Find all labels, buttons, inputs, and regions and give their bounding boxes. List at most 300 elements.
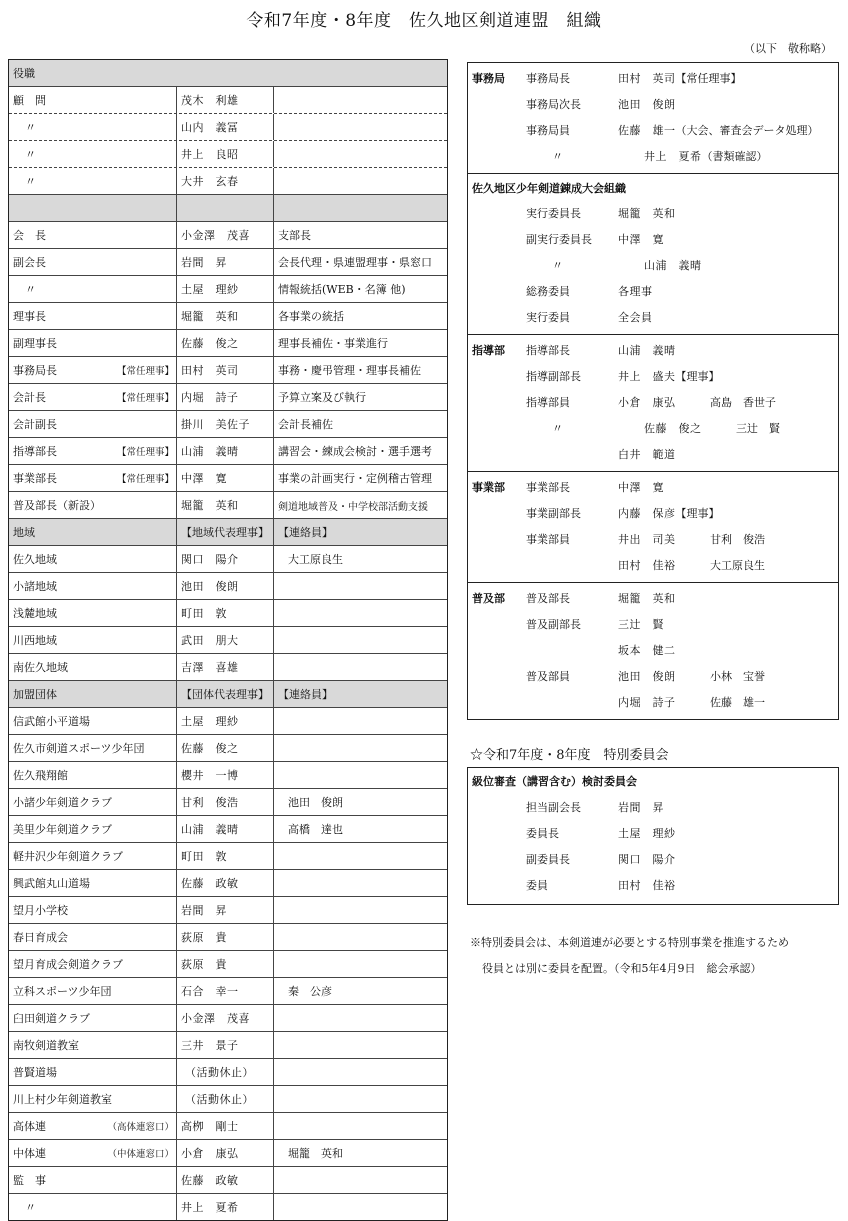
- role-label: 佐久市剣道スポーツ少年団: [13, 742, 145, 755]
- note-cell: 秦 公彦: [288, 985, 332, 998]
- dept-extra: 高島 香世子: [710, 396, 776, 409]
- name-cell: 山浦 義晴: [177, 438, 274, 464]
- name-cell: 田村 英司: [177, 357, 274, 383]
- note-cell: 事務・慶弔管理・理事長補佐: [278, 364, 421, 377]
- name-cell: （活動休止）: [177, 1086, 274, 1112]
- name-cell: 町田 敦: [177, 600, 274, 626]
- note-cell: [274, 141, 447, 167]
- note-cell: [274, 168, 447, 194]
- role-cell: [9, 141, 177, 167]
- dept-name: 田村 佳裕: [618, 559, 676, 572]
- role-cell: [9, 222, 177, 248]
- table-row: [9, 627, 447, 654]
- role-label: 理事長: [13, 310, 46, 323]
- name-cell: 櫻井 一博: [177, 762, 274, 788]
- note-cell: [274, 1086, 447, 1112]
- note-cell: 各事業の統括: [278, 310, 344, 323]
- note-cell: 情報統括(WEB・名簿 他): [278, 283, 406, 296]
- dept-row: [468, 337, 838, 363]
- role-cell: [9, 411, 177, 437]
- section-title: 佐久地区少年剣道錬成大会組織: [472, 182, 626, 195]
- dept-name: 堀籠 英和: [618, 207, 676, 220]
- header-col-2: 【団体代表理事】: [177, 681, 274, 707]
- role-cell: [9, 573, 177, 599]
- role-cell: [9, 357, 177, 383]
- role-cell: [9, 897, 177, 923]
- table-row: [9, 1086, 447, 1113]
- dept-extra: 甘利 俊浩: [710, 533, 765, 546]
- dept-extra: 【常任理事】: [675, 72, 742, 85]
- role-cell: [9, 924, 177, 950]
- header-col-3: 【連絡員】: [278, 688, 333, 701]
- table-row: [9, 303, 447, 330]
- committee-role: 担当副会長: [526, 801, 581, 814]
- note-cell: [274, 924, 447, 950]
- role-label: 中体連: [13, 1147, 46, 1160]
- note-cell: [274, 573, 447, 599]
- dept-role: 実行委員: [526, 311, 570, 324]
- table-row: [9, 438, 447, 465]
- dept-name: 内堀 詩子: [618, 696, 676, 709]
- note-cell: [274, 114, 447, 140]
- committee-name: 田村 佳裕: [618, 879, 676, 892]
- role-tag: （高体連窓口）: [107, 1122, 174, 1133]
- dept-role: 事務局員: [526, 124, 570, 137]
- table-row: [9, 87, 447, 114]
- special-committee-heading: ☆令和7年度・8年度 特別委員会: [470, 748, 669, 763]
- committee-name: 関口 陽介: [618, 853, 676, 866]
- dept-label: 指導部: [472, 344, 505, 357]
- table-row: [9, 870, 447, 897]
- page-title: 令和7年度・8年度 佐久地区剣道連盟 組織: [246, 11, 602, 31]
- dept-row: [468, 200, 838, 226]
- name-cell: 井上 良昭: [177, 141, 274, 167]
- dept-row: [468, 91, 838, 117]
- dept-extra: 【理事】: [675, 370, 720, 383]
- dept-role: 〃: [552, 422, 563, 435]
- name-cell: 甘利 俊浩: [177, 789, 274, 815]
- name-cell: 大井 玄春: [177, 168, 274, 194]
- note-cell: [274, 654, 447, 680]
- committee-name: 岩間 昇: [618, 801, 664, 814]
- role-label: 〃: [25, 283, 36, 296]
- name-cell: 堀籠 英和: [177, 492, 274, 518]
- role-cell: [9, 1059, 177, 1085]
- name-cell: 中澤 寛: [177, 465, 274, 491]
- role-cell: [9, 276, 177, 302]
- table-row: [9, 897, 447, 924]
- name-cell: 茂木 利雄: [177, 87, 274, 113]
- role-cell: [9, 249, 177, 275]
- role-label: 春日育成会: [13, 931, 68, 944]
- table-row: [9, 384, 447, 411]
- header-col-2: 【地域代表理事】: [177, 519, 274, 545]
- table-row: [9, 141, 447, 168]
- dept-role: 指導部長: [526, 344, 570, 357]
- dept-name: 堀籠 英和: [618, 592, 676, 605]
- dept-role: 普及副部長: [526, 618, 581, 631]
- committee-name: 土屋 理紗: [618, 827, 676, 840]
- dept-role: 事業部長: [526, 481, 570, 494]
- role-label: 指導部長: [13, 445, 57, 458]
- dept-row: [468, 526, 838, 552]
- dept-row: [468, 585, 838, 611]
- committee-row: [468, 846, 838, 872]
- footnote-line-1: ※特別委員会は、本剣道連が必要とする特別事業を推進するため: [470, 936, 789, 949]
- role-cell: [9, 600, 177, 626]
- note-cell: [274, 87, 447, 113]
- role-cell: [9, 1005, 177, 1031]
- dept-role: 指導副部長: [526, 370, 581, 383]
- name-cell: 井上 夏希: [177, 1194, 274, 1220]
- role-cell: [9, 951, 177, 977]
- dept-name: 井上 盛夫: [618, 370, 676, 383]
- header-col-3: [274, 195, 447, 221]
- dept-extra: 【理事】: [675, 507, 720, 520]
- header-col-3: [274, 60, 447, 86]
- footnote-line-2: 役員とは別に委員を配置。（令和5年4月9日 総会承認）: [482, 962, 762, 975]
- name-cell: 荻原 貴: [177, 951, 274, 977]
- dept-extra: 三辻 賢: [736, 422, 780, 435]
- dept-row: [468, 637, 838, 663]
- officers-table: [8, 59, 448, 1221]
- dept-row: [468, 500, 838, 526]
- role-cell: [9, 978, 177, 1004]
- role-cell: [9, 384, 177, 410]
- role-cell: [9, 438, 177, 464]
- dept-role: 総務委員: [526, 285, 570, 298]
- role-cell: [9, 816, 177, 842]
- dept-row: [468, 441, 838, 467]
- role-cell: [9, 492, 177, 518]
- committee-row: [468, 794, 838, 820]
- special-committee-title: 級位審査（講習含む）検討委員会: [472, 775, 637, 788]
- dept-name: 池田 俊朗: [618, 670, 676, 683]
- name-cell: 三井 景子: [177, 1032, 274, 1058]
- table-row: [9, 114, 447, 141]
- honorific-note: （以下 敬称略）: [744, 42, 832, 55]
- table-row: [9, 1005, 447, 1032]
- dept-name: 山浦 義晴: [644, 259, 702, 272]
- note-cell: [274, 897, 447, 923]
- name-cell: 山浦 義晴: [177, 816, 274, 842]
- role-cell: [9, 708, 177, 734]
- dept-role: 事務局長: [526, 72, 570, 85]
- role-label: 佐久飛翔館: [13, 769, 68, 782]
- dept-row: [468, 143, 838, 169]
- role-label: 〃: [25, 175, 36, 188]
- name-cell: （活動休止）: [177, 1059, 274, 1085]
- table-row: [9, 249, 447, 276]
- dept-name: 小倉 康弘: [618, 396, 676, 409]
- role-cell: [9, 762, 177, 788]
- role-tag: 【常任理事】: [116, 447, 174, 458]
- dept-role: 事務局次長: [526, 98, 581, 111]
- committee-role: 委員長: [526, 827, 559, 840]
- dept-extra: （書類確認）: [701, 150, 768, 163]
- header-col-1: 役職: [13, 67, 35, 80]
- role-cell: [9, 168, 177, 194]
- dept-role: 事業副部長: [526, 507, 581, 520]
- role-label: 南牧剣道教室: [13, 1039, 79, 1052]
- dept-extra: （大会、審査会データ処理）: [675, 124, 819, 137]
- dept-name: 山浦 義晴: [618, 344, 676, 357]
- name-cell: 荻原 貴: [177, 924, 274, 950]
- role-cell: [9, 465, 177, 491]
- note-cell: 池田 俊朗: [288, 796, 343, 809]
- table-row: [9, 411, 447, 438]
- role-tag: （中体連窓口）: [107, 1149, 174, 1160]
- name-cell: 武田 朋大: [177, 627, 274, 653]
- note-cell: [274, 870, 447, 896]
- role-label: 監 事: [13, 1174, 46, 1187]
- note-cell: [274, 1059, 447, 1085]
- role-label: 臼田剣道クラブ: [13, 1012, 90, 1025]
- dept-row: [468, 663, 838, 689]
- role-label: 事業部長: [13, 472, 57, 485]
- role-label: 〃: [25, 1201, 36, 1214]
- dept-name: 佐藤 雄一: [618, 124, 676, 137]
- note-cell: 剣道地域普及・中学校部活動支援: [278, 501, 428, 513]
- table-row: [9, 789, 447, 816]
- name-cell: 佐藤 政敏: [177, 870, 274, 896]
- dept-row: [468, 552, 838, 578]
- note-cell: [274, 1005, 447, 1031]
- role-label: 会計副長: [13, 418, 57, 431]
- dept-row: [468, 252, 838, 278]
- name-cell: 佐藤 俊之: [177, 735, 274, 761]
- note-cell: 堀籠 英和: [288, 1147, 343, 1160]
- role-tag: 【常任理事】: [116, 393, 174, 404]
- name-cell: 佐藤 政敏: [177, 1167, 274, 1193]
- role-label: 信武館小平道場: [13, 715, 90, 728]
- dept-name: 白井 範道: [618, 448, 676, 461]
- name-cell: 掛川 美佐子: [177, 411, 274, 437]
- role-cell: [9, 654, 177, 680]
- table-row: [9, 492, 447, 519]
- role-tag: 【常任理事】: [116, 474, 174, 485]
- dept-name: 坂本 健二: [618, 644, 676, 657]
- role-label: 会計長: [13, 391, 46, 404]
- dept-extra: 佐藤 雄一: [710, 696, 765, 709]
- role-label: 副理事長: [13, 337, 57, 350]
- header-col-2: [177, 195, 274, 221]
- role-label: 軽井沢少年剣道クラブ: [13, 850, 123, 863]
- dept-section: [468, 583, 838, 719]
- committee-role: 副委員長: [526, 853, 570, 866]
- note-cell: [274, 735, 447, 761]
- role-label: 浅麓地域: [13, 607, 57, 620]
- role-cell: [9, 1086, 177, 1112]
- table-row: [9, 222, 447, 249]
- table-section-header: [9, 195, 447, 222]
- dept-extra: 小林 宝誉: [710, 670, 765, 683]
- committee-row: [468, 872, 838, 898]
- dept-role: 〃: [552, 150, 563, 163]
- dept-section: [468, 63, 838, 174]
- role-label: 〃: [25, 121, 36, 134]
- role-cell: [9, 546, 177, 572]
- table-row: [9, 735, 447, 762]
- note-cell: 予算立案及び執行: [278, 391, 366, 404]
- dept-row: [468, 65, 838, 91]
- dept-role: 副実行委員長: [526, 233, 592, 246]
- dept-label: 事務局: [472, 72, 505, 85]
- role-label: 高体連: [13, 1120, 46, 1133]
- role-cell: [9, 1140, 177, 1166]
- role-label: 立科スポーツ少年団: [13, 985, 112, 998]
- dept-row: [468, 117, 838, 143]
- note-cell: [274, 951, 447, 977]
- header-col-3: 【連絡員】: [278, 526, 333, 539]
- role-label: 川上村少年剣道教室: [13, 1093, 112, 1106]
- table-row: [9, 1194, 447, 1220]
- role-label: 普及部長（新設）: [13, 499, 101, 512]
- name-cell: 岩間 昇: [177, 897, 274, 923]
- table-row: [9, 573, 447, 600]
- header-col-1: 加盟団体: [9, 681, 177, 707]
- table-section-header: [9, 60, 447, 87]
- note-cell: 支部長: [278, 229, 311, 242]
- dept-row: [468, 363, 838, 389]
- dept-name: 三辻 賢: [618, 618, 664, 631]
- role-label: 川西地域: [13, 634, 57, 647]
- table-row: [9, 1167, 447, 1194]
- table-row: [9, 654, 447, 681]
- name-cell: 池田 俊朗: [177, 573, 274, 599]
- dept-role: 事業部員: [526, 533, 570, 546]
- dept-name: 各理事: [618, 285, 653, 298]
- dept-name: 佐藤 俊之: [644, 422, 702, 435]
- table-row: [9, 708, 447, 735]
- role-label: 〃: [25, 148, 36, 161]
- table-row: [9, 762, 447, 789]
- dept-name: 田村 英司: [618, 72, 676, 85]
- note-cell: 事業の計画実行・定例稽古管理: [278, 472, 432, 485]
- dept-name: 中澤 寛: [618, 481, 664, 494]
- note-cell: [274, 600, 447, 626]
- note-cell: 会計長補佐: [278, 418, 333, 431]
- role-label: 望月育成会剣道クラブ: [13, 958, 123, 971]
- role-cell: [9, 330, 177, 356]
- table-row: [9, 1113, 447, 1140]
- dept-role: 実行委員長: [526, 207, 581, 220]
- table-row: [9, 465, 447, 492]
- table-row: [9, 600, 447, 627]
- role-label: 望月小学校: [13, 904, 68, 917]
- role-label: 事務局長: [13, 364, 57, 377]
- name-cell: 堀籠 英和: [177, 303, 274, 329]
- role-cell: [9, 1032, 177, 1058]
- table-row: [9, 1032, 447, 1059]
- dept-row: [468, 278, 838, 304]
- dept-name: 中澤 寛: [618, 233, 664, 246]
- dept-row: [468, 415, 838, 441]
- name-cell: 土屋 理紗: [177, 708, 274, 734]
- table-row: [9, 1059, 447, 1086]
- role-cell: [9, 1194, 177, 1220]
- role-cell: [9, 627, 177, 653]
- dept-label: 事業部: [472, 481, 505, 494]
- name-cell: 佐藤 俊之: [177, 330, 274, 356]
- dept-label: 普及部: [472, 592, 505, 605]
- table-row: [9, 978, 447, 1005]
- committee-row: [468, 820, 838, 846]
- departments-panel: [467, 62, 839, 720]
- role-label: 会 長: [13, 229, 46, 242]
- dept-section: [468, 472, 838, 583]
- role-label: 副会長: [13, 256, 46, 269]
- special-committee-box: [467, 767, 839, 905]
- name-cell: 町田 敦: [177, 843, 274, 869]
- table-row: [9, 357, 447, 384]
- dept-row: [468, 474, 838, 500]
- dept-row: [468, 304, 838, 330]
- role-label: 顧 問: [13, 94, 46, 107]
- role-tag: 【常任理事】: [116, 366, 174, 377]
- role-cell: [9, 114, 177, 140]
- dept-section: [468, 335, 838, 472]
- table-section-header: [9, 519, 447, 546]
- name-cell: 山内 義冨: [177, 114, 274, 140]
- name-cell: 吉澤 喜雄: [177, 654, 274, 680]
- note-cell: 大工原良生: [288, 553, 343, 566]
- name-cell: 小倉 康弘: [177, 1140, 274, 1166]
- note-cell: [274, 1032, 447, 1058]
- name-cell: 石合 幸一: [177, 978, 274, 1004]
- dept-row: [468, 389, 838, 415]
- note-cell: [274, 1167, 447, 1193]
- table-row: [9, 330, 447, 357]
- role-cell: [9, 870, 177, 896]
- name-cell: 関口 陽介: [177, 546, 274, 572]
- header-col-1: 地域: [9, 519, 177, 545]
- note-cell: [274, 1194, 447, 1220]
- table-row: [9, 546, 447, 573]
- table-row: [9, 951, 447, 978]
- role-cell: [9, 735, 177, 761]
- name-cell: 岩間 昇: [177, 249, 274, 275]
- note-cell: 会長代理・県連盟理事・県窓口: [278, 256, 432, 269]
- name-cell: 小金澤 茂喜: [177, 1005, 274, 1031]
- note-cell: [274, 762, 447, 788]
- dept-name: 池田 俊朗: [618, 98, 676, 111]
- role-label: 佐久地域: [13, 553, 57, 566]
- dept-row: [468, 611, 838, 637]
- note-cell: [274, 627, 447, 653]
- dept-section: [468, 174, 838, 335]
- role-label: 美里少年剣道クラブ: [13, 823, 112, 836]
- table-row: [9, 168, 447, 195]
- note-cell: 講習会・練成会検討・選手選考: [278, 445, 432, 458]
- dept-role: 指導部員: [526, 396, 570, 409]
- role-cell: [9, 789, 177, 815]
- note-cell: [274, 1113, 447, 1139]
- dept-extra: 大工原良生: [710, 559, 765, 572]
- committee-role: 委員: [526, 879, 548, 892]
- role-label: 興武館丸山道場: [13, 877, 90, 890]
- table-row: [9, 816, 447, 843]
- role-cell: [9, 843, 177, 869]
- header-col-2: [177, 60, 274, 86]
- dept-name: 全会員: [618, 311, 653, 324]
- role-cell: [9, 87, 177, 113]
- name-cell: 小金澤 茂喜: [177, 222, 274, 248]
- dept-name: 内藤 保彦: [618, 507, 676, 520]
- dept-role: 普及部員: [526, 670, 570, 683]
- dept-name: 井出 司美: [618, 533, 676, 546]
- name-cell: 土屋 理紗: [177, 276, 274, 302]
